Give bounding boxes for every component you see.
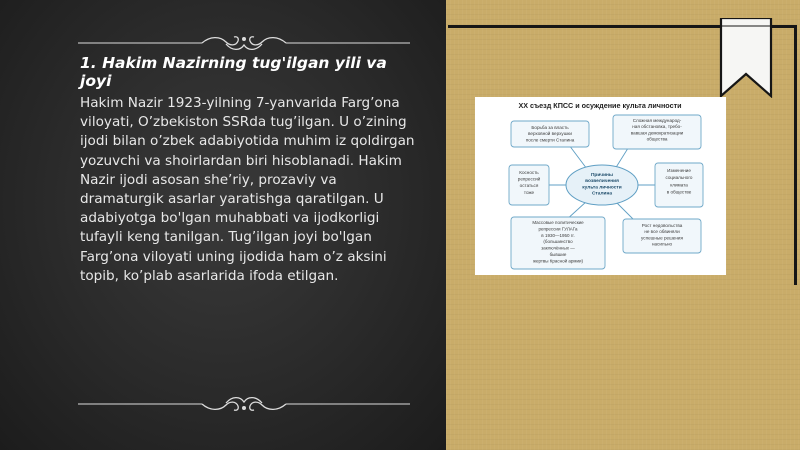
slide-body-text: Hakim Nazir 1923-yilning 7-yanvarida Farg’ona viloyati, O’zbekiston SSRda tug’ilgan. U o’zining ijodi bilan o’zbek adabiyotida muhim iz qoldirgan yozuvchi va shoirlardan biri hisoblanadi. Hakim Nazir ijodi asosan she’riy, prozaviy va dramaturgik asarlar yaratishga qaratilgan. U adabiyotga bo'lgan muhabbati va ijodkorligi tufayli keng tanilgan. Tug’ilgan joyi bo'lgan Farg’ona viloyati uning ijodida ham o’z aksini topib, ko’plab asarlarida ifoda etilgan. (80, 95, 415, 284)
frame-line-right (794, 25, 797, 285)
diagram-box-1-line: после смерти Сталина (525, 137, 575, 143)
diagram-box-5-line: жертвы Красной армии) (532, 258, 584, 264)
diagram-box-6-line: насильно (651, 241, 673, 247)
diagram-box-5-line: в 1930—1950 гг. (541, 232, 575, 238)
diagram-box-3-line: Косность (519, 170, 539, 175)
diagram-box-2-line: ная обстановка, требо- (632, 124, 682, 130)
ornament-top-icon (78, 33, 410, 53)
bookmark-ribbon-icon (717, 18, 775, 98)
diagram-box-3-line: тоже (523, 189, 535, 195)
diagram-box-5-line: бывшие (549, 252, 567, 257)
diagram-box-5-line: Массовые политические (532, 220, 584, 225)
diagram-box-5-line: (большинство (543, 239, 573, 245)
diagram-box-6-line: Рост недовольства (641, 223, 683, 228)
diagram-box-2-line: общества (646, 136, 668, 142)
diagram-center-line: культа личности (582, 185, 622, 191)
slide-title: 1. Hakim Nazirning tug'ilgan yili va joyi (80, 54, 387, 90)
diagram-box-5-line: заключённых — (541, 245, 575, 251)
ornament-bottom-icon (78, 394, 410, 414)
diagram-box-4-line: Изменение (667, 168, 691, 173)
diagram-box-4-line: социального (665, 175, 693, 181)
diagram-box-3-line: остаться (519, 183, 539, 189)
diagram-box-6-line: не все обвиняли (644, 229, 680, 235)
diagram-box-2-line: вавшая демократизации (630, 130, 684, 136)
diagram-image (475, 97, 726, 275)
diagram-center-line: возвеличения (585, 179, 619, 185)
diagram-svg (475, 97, 726, 275)
diagram-box-2-line: Сложная международ- (632, 118, 682, 123)
diagram-box-1-line: Борьба за власть (531, 125, 569, 130)
diagram-box-4-line: климата (670, 182, 688, 188)
diagram-box-5-line: репрессии ГУЛАГа (538, 226, 578, 232)
diagram-box-6-line: успешные решения (641, 235, 683, 241)
diagram-heading: XX съезд КПСС и осуждение культа личности (518, 101, 682, 110)
diagram-box-1-line: верховной верхушки (528, 131, 572, 137)
diagram-center-line: Причины (590, 173, 614, 178)
diagram-box-3-line: репрессий (517, 176, 541, 182)
diagram-box-4-line: в обществе (666, 189, 692, 195)
diagram-center-line: Сталина (591, 191, 613, 197)
